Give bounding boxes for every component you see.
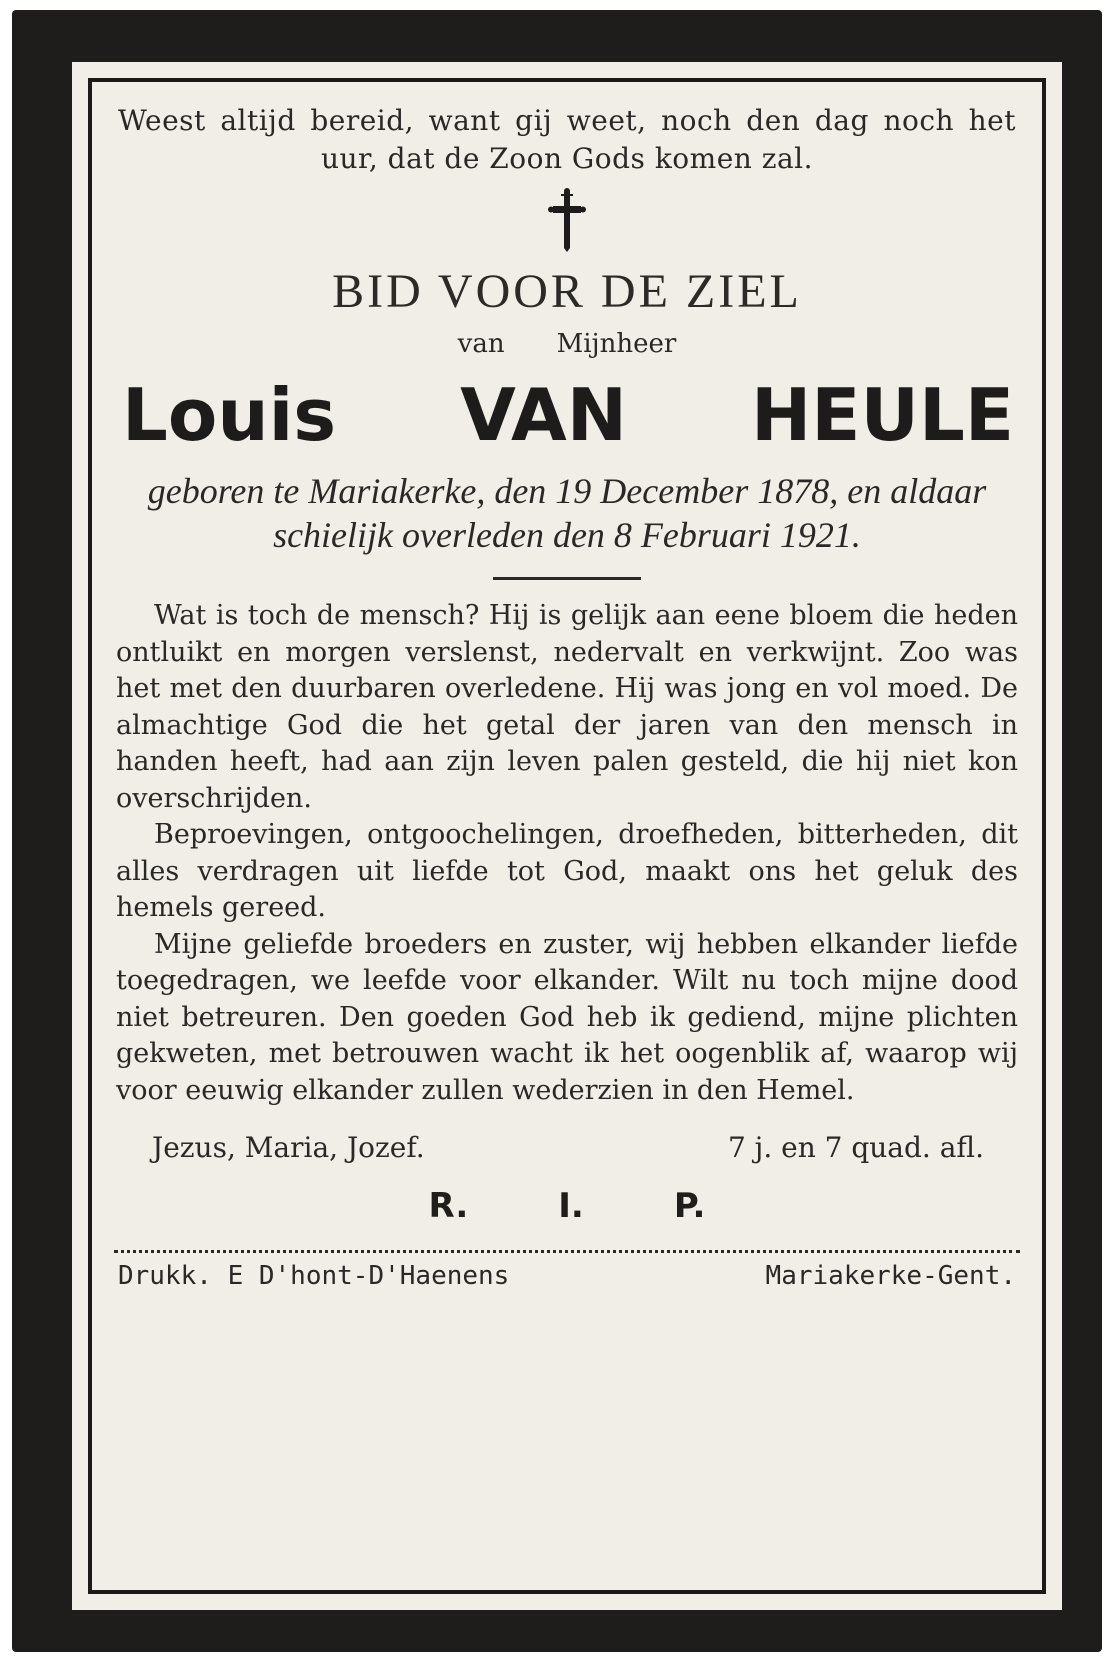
prayer-heading: BID VOOR DE ZIEL [332, 265, 802, 318]
invocation: Jezus, Maria, Jozef. [152, 1131, 425, 1164]
surname-prefix: VAN [460, 373, 627, 457]
rip-letter: I. [558, 1186, 584, 1226]
printer-name: Drukk. E D'hont-D'Haenens [118, 1261, 510, 1291]
dotted-separator [114, 1250, 1020, 1253]
paragraph-text: Beproevingen, ontgoochelingen, droefheden, bitterheden, dit alles verdragen uit liefde tot God, maakt ons het geluk des hemels gereed. [116, 819, 1018, 923]
paragraph-text: Mijne geliefde broeders en zuster, wij hebben elkander liefde toegedragen, we leefde voor elkander. Wilt nu toch mijne dood niet betreuren. Den goeden God heb ik gediend, mijne plichten gekweten, met betrouwen wacht ik het oogenblik af, waarop wij voor eeuwig elkander zullen wederzien in den Hemel. [116, 928, 1018, 1106]
printer-location: Mariakerke-Gent. [765, 1261, 1016, 1291]
first-name: Louis [122, 373, 337, 457]
cross-ornament [114, 188, 1020, 256]
indulgence: 7 j. en 7 quad. afl. [727, 1131, 984, 1164]
honorific-line [114, 329, 1020, 359]
title-word: Mijnheer [556, 329, 677, 359]
rip-letter: P. [673, 1186, 706, 1226]
van-word: van [457, 329, 505, 359]
rip-line [114, 1186, 1020, 1226]
rip-letter: R. [428, 1186, 469, 1226]
card-content [114, 102, 1020, 1291]
memorial-card-border [12, 10, 1102, 1652]
body-paragraph-1 [116, 598, 1018, 817]
body-paragraph-2 [116, 817, 1018, 927]
divider-rule [493, 577, 641, 580]
paragraph-text: Wat is toch de mensch? Hij is gelijk aan eene bloem die heden ontluikt en morgen verslenst, nedervalt en verkwijnt. Zoo was het met den duurbaren overledene. Hij was jong en vol moed. De almachtige God die het getal der jaren van den mensch in handen heeft, had aan zijn leven palen gesteld, die hij niet kon overschrijden. [116, 600, 1018, 814]
birth-death-dates: geboren te Mariakerke, den 19 December 1878, en aldaar schielijk overleden den 8 Februari 1921. [147, 471, 987, 555]
memorial-card-paper [72, 62, 1062, 1610]
surname: HEULE [751, 373, 1014, 457]
deceased-name [122, 373, 1014, 457]
closing-line [114, 1131, 1020, 1164]
cross-icon [547, 188, 587, 254]
printer-imprint [114, 1261, 1020, 1291]
motto-text: Weest altijd bereid, want gij weet, noch den dag noch het uur, dat de Zoon Gods komen zal. [118, 104, 1016, 175]
body-paragraph-3 [116, 927, 1018, 1110]
